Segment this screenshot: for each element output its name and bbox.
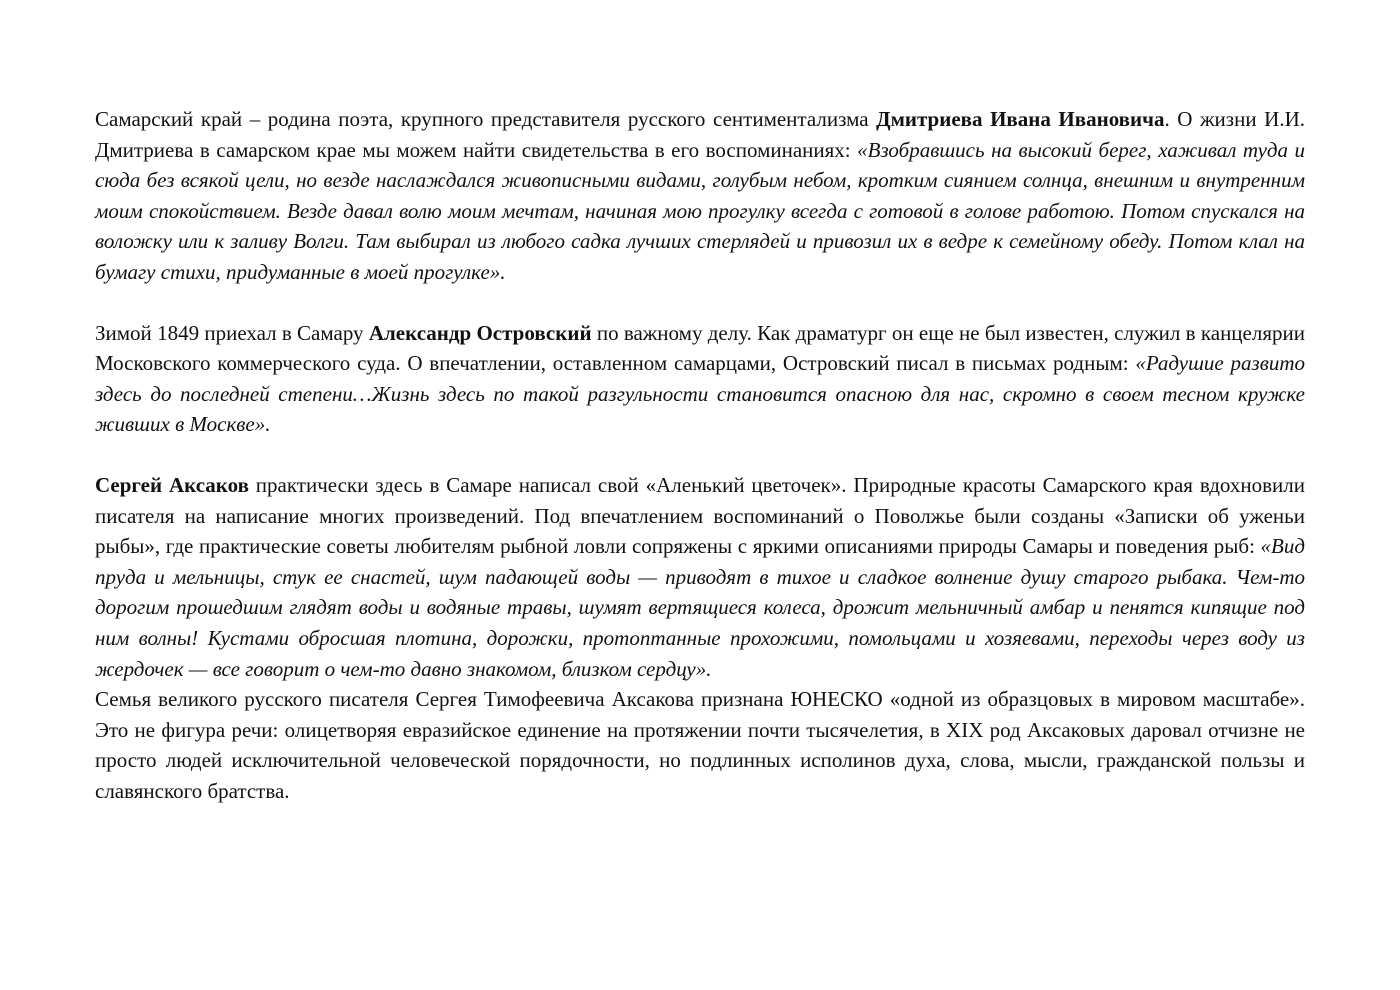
person-name-aksakov: Сергей Аксаков [95,472,249,497]
paragraph-text: по важному делу. Как драматург он еще не был известен, служил в канцелярии Московского коммерческого суда. О впечатлении, оставленном самарцами, Островский писал в письмах родным: [95,320,1305,376]
paragraph-aksakov-family [95,684,1305,806]
paragraph-aksakov [95,470,1305,684]
paragraph-spacer [95,440,1305,470]
quote-aksakov: «Вид пруда и мельницы, стук ее снастей, шум падающей воды — приводят в тихое и сладкое волнение душу старого рыбака. Чем-то дорогим прошедшим глядят воды и водяные травы, шумят вертящиеся колеса, дрожит мельничный амбар и пенятся кипящие под ним волны! Кустами обросшая плотина, дорожки, протоптанные прохожими, помольцами и хозяевами, переходы через воду из жердочек — все говорит о чем-то давно знакомом, близком сердцу». [95,534,1305,681]
quote-ostrovsky: «Радушие развито здесь до последней степени…Жизнь здесь по такой разгульности становится опасною для нас, скромно в своем тесном кружке живших в Москве». [95,351,1305,437]
paragraph-text: Зимой 1849 приехал в Самару [95,320,369,345]
paragraph-ostrovsky [95,318,1305,440]
document-page [95,104,1305,806]
paragraph-text: Самарский край – родина поэта, крупного представителя русского сентиментализма [95,107,877,131]
person-name-ostrovsky: Александр Островский [368,320,592,345]
paragraph-dmitriev [95,104,1305,288]
person-name-dmitriev: Дмитриева Ивана Ивановича [876,107,1165,131]
paragraph-text: . О жизни И.И. Дмитриева в самарском крае мы можем найти свидетельства в его воспоминаниях: [95,107,1305,162]
paragraph-spacer [95,288,1305,318]
quote-dmitriev: «Взобравшись на высокий берег, хаживал туда и сюда без всякой цели, но везде наслаждался живописными видами, голубым небом, кротким сиянием солнца, внешним и внутренним моим спокойствием. Везде давал волю моим мечтам, начиная мою прогулку всегда с готовой в голове работою. Потом спускался на воложку или к заливу Волги. Там выбирал из любого садка лучших стерлядей и привозил их в ведре к семейному обеду. Потом клал на бумагу стихи, придуманные в моей прогулке». [95,137,1305,284]
paragraph-text: практически здесь в Самаре написал свой «Аленький цветочек». Природные красоты Самарского края вдохновили писателя на написание многих произведений. Под впечатлением воспоминаний о Поволжье были созданы «Записки об уженьи рыбы», где практические советы любителям рыбной ловли сопряжены с яркими описаниями природы Самары и поведения рыб: [95,472,1306,559]
paragraph-text: Семья великого русского писателя Сергея Тимофеевича Аксакова признана ЮНЕСКО «одной из образцовых в мировом масштабе». Это не фигура речи: олицетворяя евразийское единение на протяжении почти тысячелетия, в XIX род Аксаковых даровал отчизне не просто людей исключительной человеческой порядочности, но подлинных исполинов духа, слова, мысли, гражданской пользы и славянского братства. [95,687,1305,803]
